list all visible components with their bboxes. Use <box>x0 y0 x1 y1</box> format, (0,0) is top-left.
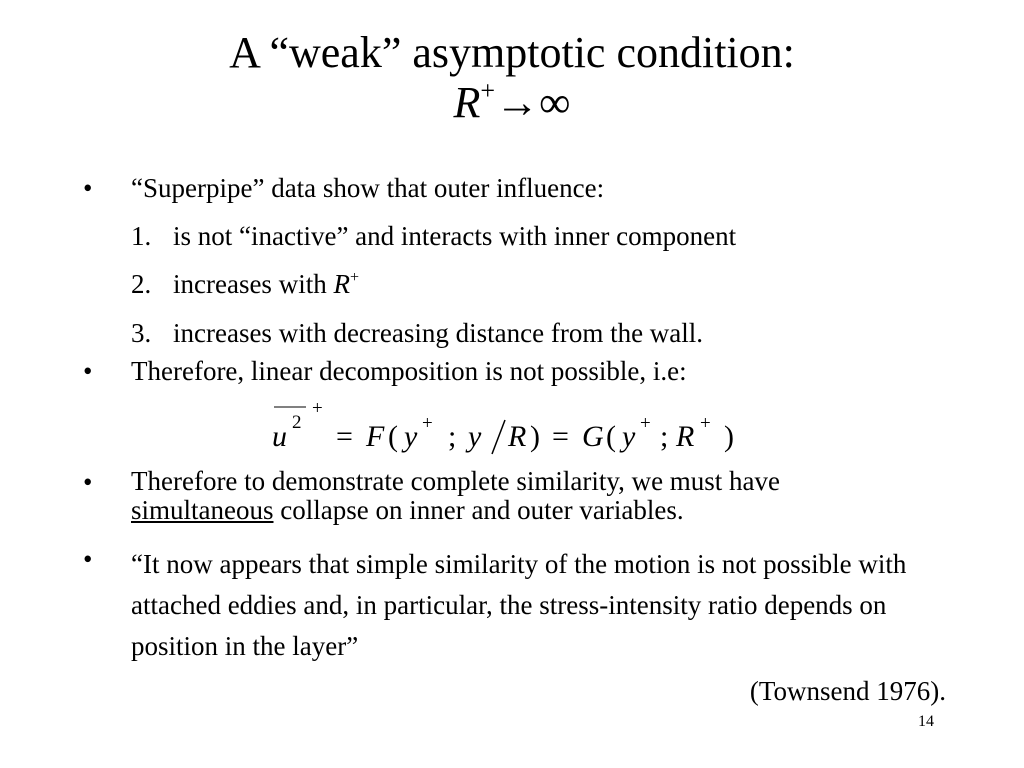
title-line-1: A “weak” asymptotic condition: <box>229 28 795 77</box>
sub-item-1 <box>131 221 736 251</box>
sub-item-number: 3. <box>131 318 152 348</box>
svg-text:+: + <box>700 413 711 434</box>
bullet-text-3-before: Therefore to demonstrate complete similarity, we must have <box>131 466 781 496</box>
title-variable: R <box>453 78 481 127</box>
svg-text:F: F <box>366 420 385 453</box>
svg-text:R: R <box>676 420 695 453</box>
svg-text:;: ; <box>660 420 669 453</box>
sub-item-text: increases with <box>173 269 334 299</box>
page-number: 14 <box>918 713 934 730</box>
sub-item-text: increases with decreasing distance from the wall. <box>173 318 704 348</box>
svg-text:(: ( <box>388 420 398 453</box>
svg-text:=: = <box>552 420 569 453</box>
sub-item-2 <box>131 269 359 299</box>
svg-text:+: + <box>422 413 433 434</box>
bullet-text-3-after: collapse on inner and outer variables. <box>273 495 684 525</box>
svg-text:(: ( <box>606 420 616 453</box>
sub-item-3 <box>131 318 703 348</box>
equation <box>262 398 762 458</box>
bullet-marker: • <box>83 173 93 203</box>
svg-text:y: y <box>404 420 418 453</box>
citation: (Townsend 1976). <box>749 676 946 706</box>
svg-text:R: R <box>508 420 527 453</box>
bullet-text-2: Therefore, linear decomposition is not possible, i.e: <box>131 356 687 386</box>
bullet-marker: • <box>83 544 93 574</box>
svg-text:u: u <box>272 420 287 453</box>
svg-text:G: G <box>582 420 604 453</box>
bullet-marker: • <box>83 467 93 497</box>
bullet-text-3 <box>131 467 961 525</box>
svg-text:): ) <box>530 420 540 453</box>
sub-item-number: 1. <box>131 221 152 251</box>
svg-text:;: ; <box>448 420 457 453</box>
equation-graphic <box>262 398 762 458</box>
svg-text:y: y <box>622 420 636 453</box>
bullet-marker: • <box>83 356 93 386</box>
sub-item-variable: R <box>333 269 350 299</box>
svg-text:=: = <box>336 420 353 453</box>
sub-item-text: is not “inactive” and interacts with inner component <box>173 221 737 251</box>
underlined-word: simultaneous <box>131 495 274 525</box>
title-arrow-infinity: →∞ <box>495 78 571 127</box>
svg-text:+: + <box>640 413 651 434</box>
svg-text:2: 2 <box>292 412 302 433</box>
bullet-text-4: “It now appears that simple similarity of the motion is not possible with attached eddies and, in particular, the stress-intensity ratio depends on position in the layer” <box>131 549 907 661</box>
bullet-text-1: “Superpipe” data show that outer influence: <box>131 173 605 203</box>
title-superscript: + <box>480 76 496 105</box>
sub-item-superscript: + <box>349 269 359 286</box>
division-slash <box>492 420 505 454</box>
svg-text:): ) <box>724 420 734 453</box>
svg-text:+: + <box>312 398 323 419</box>
svg-text:y: y <box>468 420 482 453</box>
sub-item-number: 2. <box>131 269 152 299</box>
slide-title <box>0 28 1024 128</box>
title-line-2 <box>0 78 1024 128</box>
